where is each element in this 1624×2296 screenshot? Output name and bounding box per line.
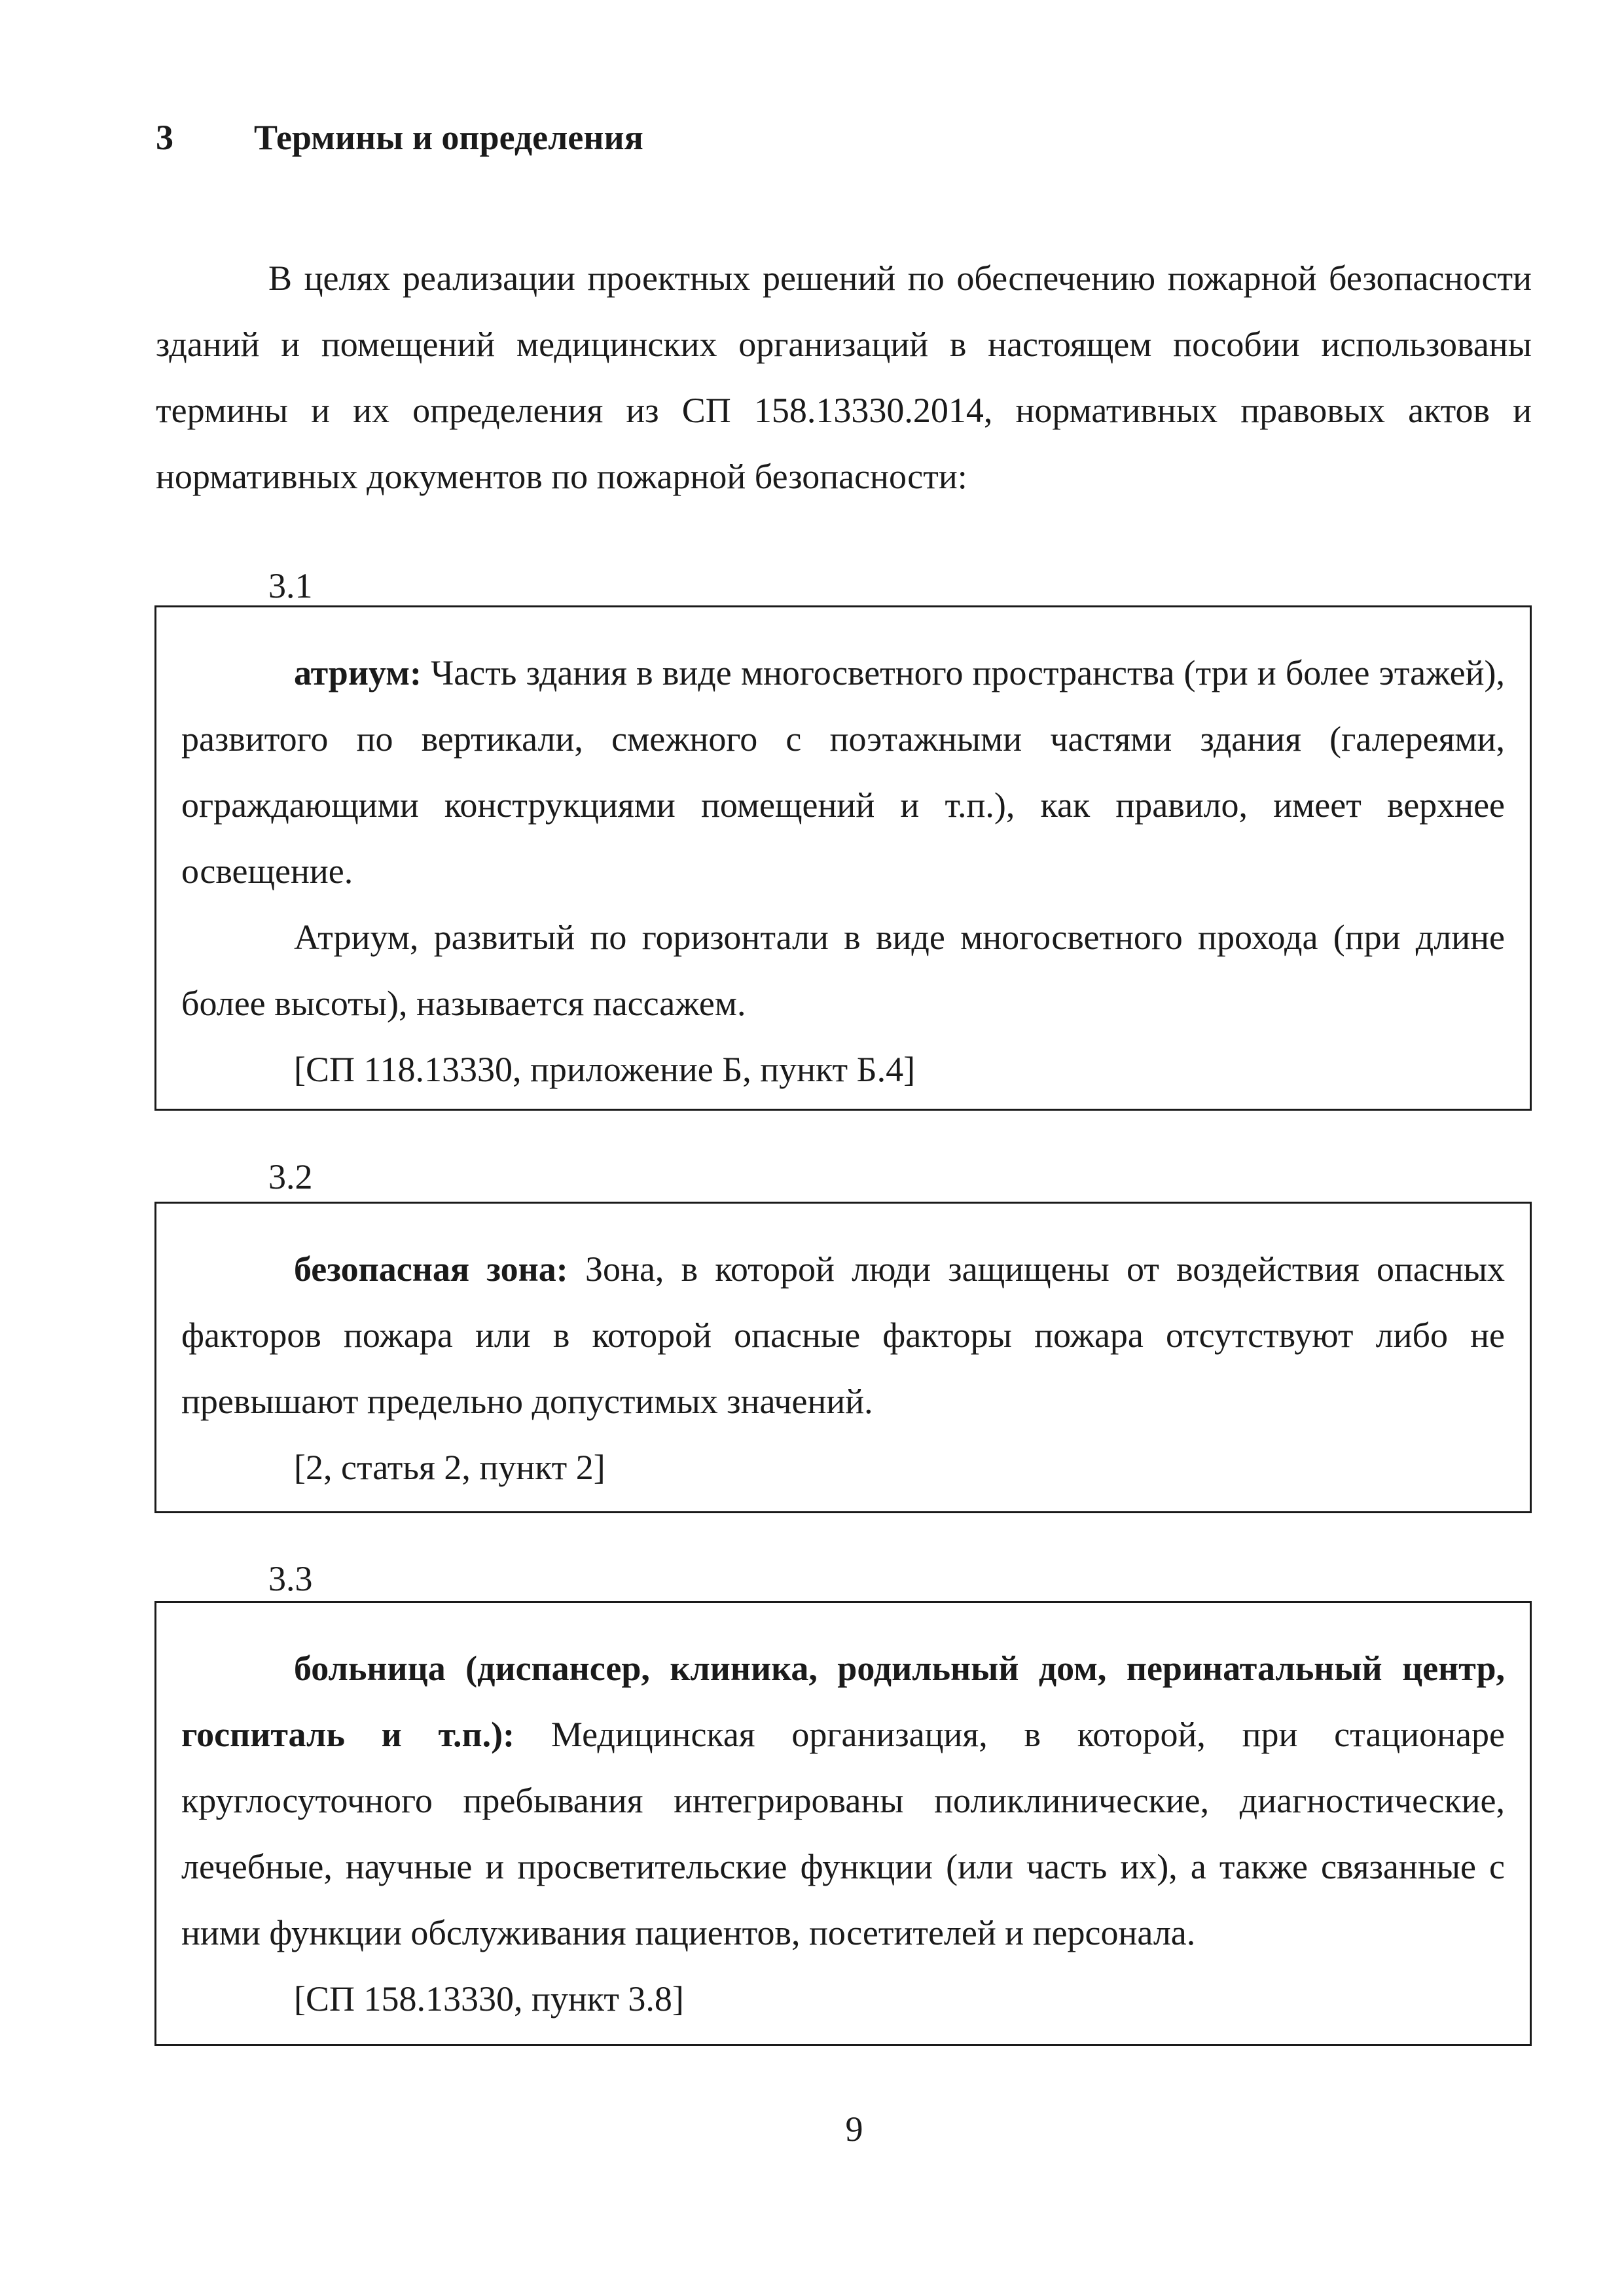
term-title: безопасная зона: — [294, 1249, 568, 1289]
term-text: Медицинская организация, в которой, при стационаре круглосуточного пребывания интегрированы поликлинические, диагностические, лечебные, научные и просветительские функции (или часть их), а также связанные с ними функции обслуживания пациентов, посетителей и персонала. — [181, 1715, 1505, 1952]
term-definition — [181, 1636, 1505, 1966]
page-number: 9 — [845, 2109, 863, 2149]
term-box-safe-zone — [154, 1202, 1532, 1513]
term-box-hospital — [154, 1601, 1532, 2046]
term-note: Атриум, развитый по горизонтали в виде многосветного прохода (при длине более высоты), называется пассажем. — [181, 918, 1505, 1023]
section-title: Термины и определения — [254, 118, 643, 157]
term-number: 3.1 — [268, 566, 313, 605]
section-heading — [156, 111, 643, 164]
term-source: [СП 118.13330, приложение Б, пункт Б.4] — [294, 1050, 916, 1089]
intro-paragraph: В целях реализации проектных решений по обеспечению пожарной безопасности зданий и помещений медицинских организаций в настоящем пособии использованы термины и их определения из СП 158.13330.2014, нормативных правовых актов и нормативных документов по пожарной безопасности: — [156, 259, 1532, 496]
term-title: больница (диспансер, клиника, родильный дом, перинатальный центр, госпиталь и т.п.): — [181, 1649, 1505, 1754]
term-box-atrium — [154, 605, 1532, 1111]
term-number: 3.3 — [268, 1559, 313, 1598]
term-title: атриум: — [294, 653, 422, 692]
term-source: [2, статья 2, пункт 2] — [294, 1448, 605, 1487]
term-definition — [181, 1236, 1505, 1435]
term-source: [СП 158.13330, пункт 3.8] — [294, 1979, 684, 2018]
term-text: Зона, в которой люди защищены от воздействия опасных факторов пожара или в которой опасные факторы пожара отсутствуют либо не превышают предельно допустимых значений. — [181, 1249, 1506, 1421]
term-number: 3.2 — [268, 1157, 313, 1196]
term-text: Часть здания в виде многосветного пространства (три и более этажей), развитого по вертикали, смежного с поэтажными частями здания (галереями, ограждающими конструкциями помещений и т.п.), как правило, имеет верхнее освещение. — [181, 653, 1505, 891]
section-number: 3 — [156, 118, 173, 157]
term-definition — [181, 640, 1505, 905]
